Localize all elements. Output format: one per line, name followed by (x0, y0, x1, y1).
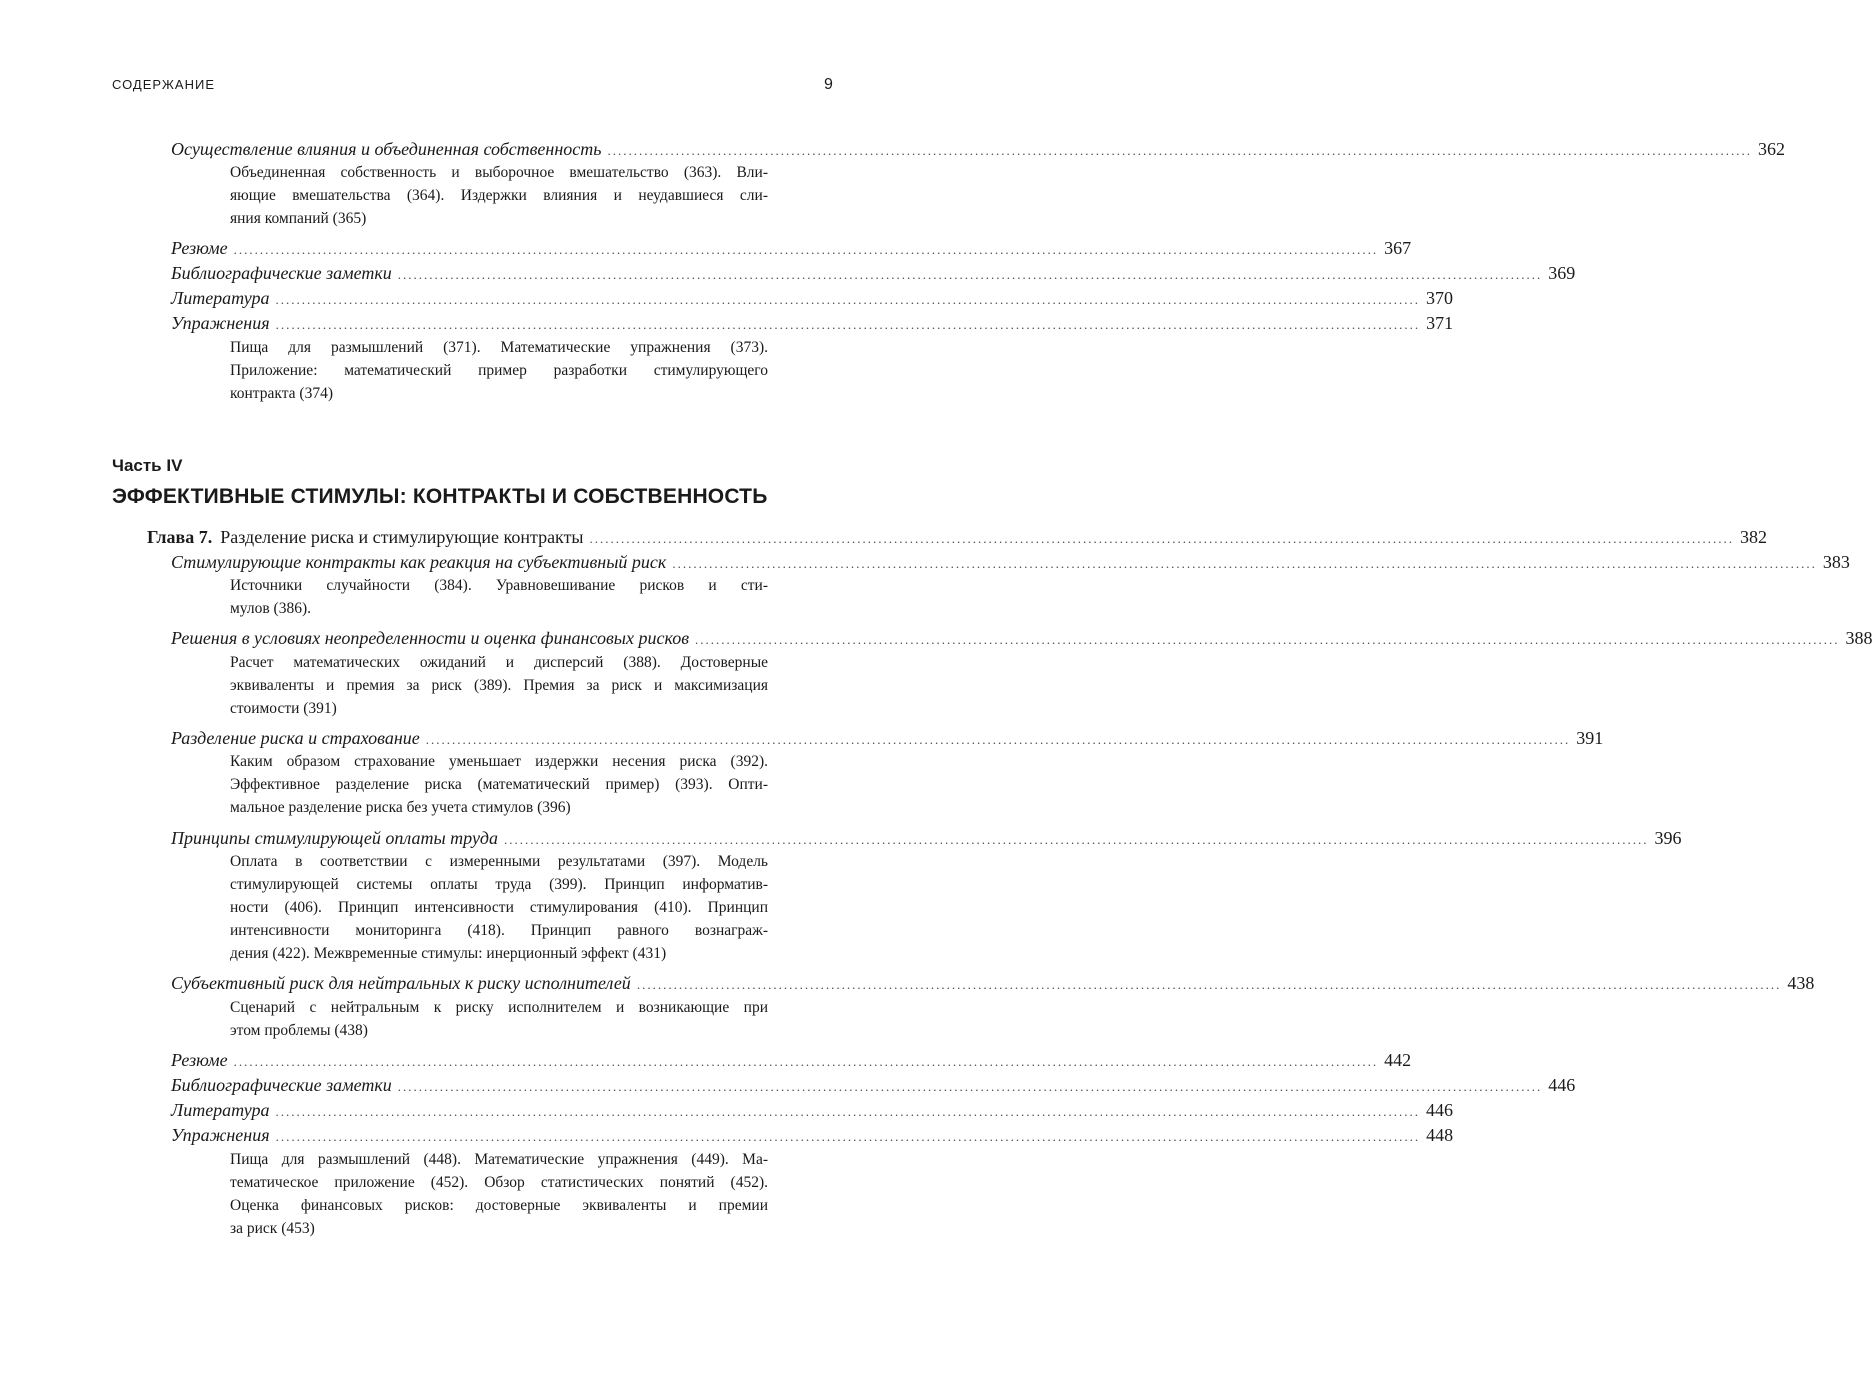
entry-page: 382 (1740, 527, 1768, 547)
description-line: мальное разделение риска без учета стимулов (396) (230, 799, 571, 816)
running-head: СОДЕРЖАНИЕ (112, 77, 216, 92)
part-title: ЭФФЕКТИВНЫЕ СТИМУЛЫ: КОНТРАКТЫ И СОБСТВЕННОСТЬ (112, 485, 768, 508)
description-line: Сценарий с нейтральным к риску исполнителем и возникающие при (230, 999, 768, 1016)
description-line: Оценка финансовых рисков: достоверные эквиваленты и премии (230, 1197, 768, 1214)
leader-dots: .......................................................................................................................................................................................................................... (233, 1054, 1379, 1069)
description-line: стоимости (391) (230, 700, 337, 717)
description-line: Пища для размышлений (371). Математические упражнения (373). (230, 339, 768, 356)
leader-dots: .......................................................................................................................................................................................................................... (589, 531, 1735, 546)
page-number: 9 (824, 76, 833, 93)
entry-description (230, 651, 768, 720)
description-line: этом проблемы (438) (230, 1022, 368, 1039)
entry-page: 362 (1757, 139, 1785, 159)
entry-description (230, 161, 768, 230)
entry-title: Библиографические заметки (171, 1075, 392, 1095)
toc-entry-literature[interactable] (171, 1098, 1453, 1123)
entry-description (230, 1148, 768, 1240)
entry-description (230, 336, 768, 405)
description-line: Источники случайности (384). Уравновешивание рисков и сти- (230, 577, 768, 594)
entry-page: 367 (1384, 238, 1412, 258)
toc-entry-biblio[interactable] (171, 261, 1576, 286)
toc-entry-exercises[interactable] (171, 311, 1454, 336)
leader-dots: .......................................................................................................................................................................................................................... (397, 267, 1543, 282)
entry-page: 371 (1426, 313, 1454, 333)
toc-entry-literature[interactable] (171, 286, 1453, 311)
description-line: Оплата в соответствии с измеренными результатами (397). Модель (230, 853, 768, 870)
entry-title: Разделение риска и страхование (171, 728, 420, 748)
entry-description (230, 850, 768, 965)
toc-entry-section-2[interactable] (171, 626, 1873, 651)
entry-page: 446 (1425, 1100, 1453, 1120)
description-line: Пища для размышлений (448). Математические упражнения (449). Ма- (230, 1151, 768, 1168)
chapter-heading (147, 525, 584, 550)
leader-dots: .......................................................................................................................................................................................................................... (503, 832, 1649, 847)
toc-entry-section-4[interactable] (171, 826, 1682, 851)
entry-page: 446 (1548, 1075, 1576, 1095)
entry-page: 448 (1426, 1125, 1454, 1145)
entry-title: Литература (171, 1100, 270, 1120)
leader-dots: .......................................................................................................................................................................................................................... (607, 143, 1752, 158)
entry-title: Стимулирующие контракты как реакция на субъективный риск (171, 552, 667, 572)
description-line: мулов (386). (230, 600, 312, 617)
description-line: стимулирующей системы оплаты труда (399). Принцип информатив- (230, 876, 768, 893)
description-line: интенсивности мониторинга (418). Принцип равного вознаграж- (230, 922, 768, 939)
entry-description (230, 574, 768, 620)
description-line: яния компаний (365) (230, 210, 367, 227)
description-line: Эффективное разделение риска (математический пример) (393). Опти- (230, 776, 768, 793)
entry-title: Осуществление влияния и объединенная собственность (171, 139, 602, 159)
leader-dots: .......................................................................................................................................................................................................................... (275, 1129, 1421, 1144)
part-label: Часть IV (112, 456, 183, 475)
leader-dots: .......................................................................................................................................................................................................................... (425, 732, 1571, 747)
entry-title: Резюме (171, 1050, 228, 1070)
leader-dots: .......................................................................................................................................................................................................................... (695, 632, 1840, 647)
entry-title: Библиографические заметки (171, 263, 392, 283)
description-line: ности (406). Принцип интенсивности стимулирования (410). Принцип (230, 899, 768, 916)
toc-entry-influence[interactable] (171, 137, 1785, 162)
leader-dots: .......................................................................................................................................................................................................................... (275, 1104, 1420, 1119)
entry-title: Упражнения (171, 1125, 270, 1145)
toc-entry-exercises[interactable] (171, 1123, 1454, 1148)
toc-entry-section-3[interactable] (171, 726, 1604, 751)
description-line: Каким образом страхование уменьшает издержки несения риска (392). (230, 753, 768, 770)
chapter-label: Глава 7. (147, 527, 213, 547)
leader-dots: .......................................................................................................................................................................................................................... (275, 317, 1421, 332)
entry-page: 438 (1787, 973, 1815, 993)
entry-description (230, 996, 768, 1042)
toc-entry-summary[interactable] (171, 236, 1412, 261)
leader-dots: .......................................................................................................................................................................................................................... (275, 292, 1420, 307)
entry-description (230, 750, 768, 819)
entry-page: 369 (1548, 263, 1576, 283)
entry-title: Литература (171, 288, 270, 308)
entry-page: 396 (1654, 828, 1682, 848)
toc-entry-biblio[interactable] (171, 1073, 1576, 1098)
entry-title: Принципы стимулирующей оплаты труда (171, 828, 498, 848)
description-line: Расчет математических ожиданий и дисперсий (388). Достоверные (230, 654, 768, 671)
toc-entry-section-5[interactable] (171, 971, 1815, 996)
entry-title: Резюме (171, 238, 228, 258)
entry-page: 391 (1576, 728, 1604, 748)
description-line: дения (422). Межвременные стимулы: инерционный эффект (431) (230, 945, 667, 962)
leader-dots: .......................................................................................................................................................................................................................... (397, 1079, 1543, 1094)
description-line: контракта (374) (230, 385, 333, 402)
description-line: тематическое приложение (452). Обзор статистических понятий (452). (230, 1174, 768, 1191)
description-line: эквиваленты и премия за риск (389). Премия за риск и максимизация (230, 677, 768, 694)
description-line: за риск (453) (230, 1220, 315, 1237)
toc-entry-chapter-7[interactable] (147, 525, 1768, 550)
entry-page: 388 (1845, 628, 1873, 648)
description-line: яющие вмешательства (364). Издержки влияния и неудавшиеся сли- (230, 187, 768, 204)
entry-page: 383 (1822, 552, 1850, 572)
entry-page: 370 (1425, 288, 1453, 308)
description-line: Объединенная собственность и выборочное вмешательство (363). Вли- (230, 164, 768, 181)
toc-entry-summary[interactable] (171, 1048, 1412, 1073)
toc-entry-section-1[interactable] (171, 550, 1850, 575)
chapter-title: Разделение риска и стимулирующие контракты (220, 527, 584, 547)
entry-title: Решения в условиях неопределенности и оценка финансовых рисков (171, 628, 690, 648)
leader-dots: .......................................................................................................................................................................................................................... (636, 977, 1782, 992)
leader-dots: .......................................................................................................................................................................................................................... (672, 556, 1817, 571)
entry-page: 442 (1384, 1050, 1412, 1070)
leader-dots: .......................................................................................................................................................................................................................... (233, 242, 1379, 257)
entry-title: Субъективный риск для нейтральных к риску исполнителей (171, 973, 631, 993)
entry-title: Упражнения (171, 313, 270, 333)
description-line: Приложение: математический пример разработки стимулирующего (230, 362, 768, 379)
